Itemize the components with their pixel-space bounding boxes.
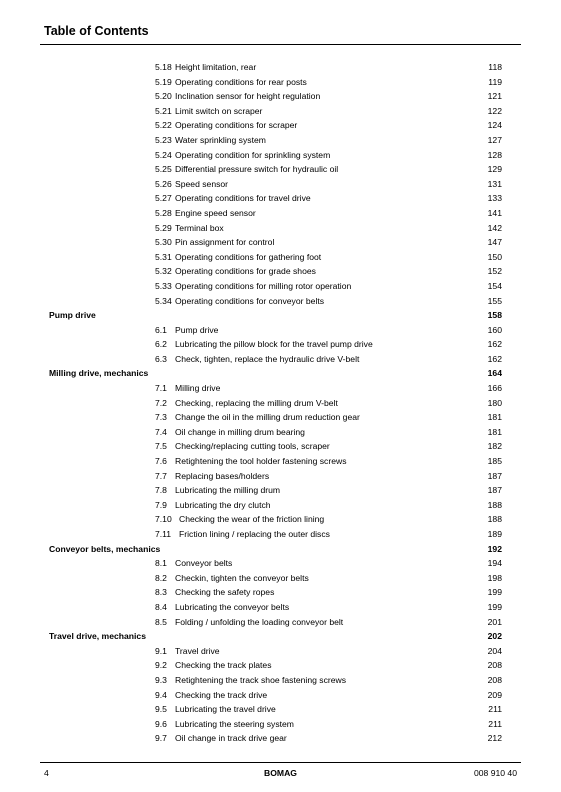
toc-entry-number: 5.32 [155,266,172,277]
toc-section-row[interactable] [0,366,561,381]
toc-entry-row[interactable] [0,104,561,119]
toc-page-number: 188 [487,499,502,510]
toc-entry-row[interactable] [0,527,561,542]
toc-entry-label: Height limitation, rear [175,62,257,72]
toc-entry-label: Operating conditions for conveyor belts [175,295,325,306]
toc-entry-number: 9.5 [155,704,167,715]
toc-entry-label: Folding / unfolding the loading conveyor belt [175,616,344,627]
toc-entry-row[interactable] [0,512,561,527]
toc-entry-number: 9.4 [155,689,167,700]
toc-entry-label: Oil change in track drive gear [175,733,287,744]
toc-entry-row[interactable] [0,250,561,265]
toc-page-number: 192 [487,543,502,554]
toc-entry-label: Operating conditions for travel drive [175,193,311,204]
page-title: Table of Contents [44,24,149,38]
toc-page-number: 160 [487,324,502,335]
toc-page-number: 198 [487,572,502,583]
toc-entry-number: 7.3 [155,412,167,423]
toc-page-number: 119 [488,76,502,87]
toc-page-number: 181 [487,412,502,423]
toc-entry-number: 8.1 [155,558,167,569]
toc-page-number: 185 [487,456,502,467]
toc-page-number: 121 [487,91,502,102]
toc-page-number: 118 [488,62,502,72]
toc-entry-row[interactable] [0,294,561,309]
toc-entry-label: Check, tighten, replace the hydraulic drive V-belt [175,353,360,364]
toc-entry-number: 7.1 [155,383,167,394]
toc-entry-label: Friction lining / replacing the outer discs [179,529,330,539]
toc-page-number: 129 [487,164,502,175]
toc-entry-row[interactable] [0,410,561,425]
toc-page-number: 155 [487,295,502,306]
toc-entry-row[interactable] [0,133,561,148]
toc-entry-number: 7.8 [155,485,167,496]
toc-entry-number: 6.2 [155,339,167,350]
toc-section-row[interactable] [0,542,561,557]
toc-page-number: 152 [487,266,502,277]
toc-entry-label: Replacing bases/holders [175,470,270,481]
toc-page-number: 201 [487,616,502,627]
toc-entry-number: 8.5 [155,616,167,627]
toc-entry-row[interactable] [0,323,561,338]
toc-page-number: 147 [487,237,502,248]
toc-page-number: 142 [487,222,502,233]
toc-entry-row[interactable] [0,396,561,411]
toc-entry-number: 7.4 [155,426,167,437]
toc-entry-number: 5.23 [155,134,172,145]
toc-entry-row[interactable] [0,688,561,703]
toc-entry-label: Limit switch on scraper [175,105,263,116]
toc-entry-row[interactable] [0,571,561,586]
toc-page-number: 166 [487,383,502,394]
toc-entry-label: Operating conditions for rear posts [175,76,307,87]
toc-page-number: 208 [487,660,502,671]
toc-page-number: 187 [487,470,502,481]
toc-entry-label: Engine speed sensor [175,207,256,218]
toc-entry-label: Checking the track drive [175,689,268,700]
footer-page-number: 4 [44,768,49,778]
toc-entry-label: Operating conditions for gathering foot [175,251,322,262]
toc-entry-number: 5.29 [155,222,172,233]
toc-page-number: 208 [487,674,502,685]
toc-entry-number: 5.33 [155,280,172,291]
toc-entry-row[interactable] [0,673,561,688]
toc-page-number: 212 [487,733,502,744]
toc-page-number: 189 [487,529,502,539]
toc-entry-row[interactable] [0,600,561,615]
toc-page-number: 211 [488,704,502,715]
toc-entry-label: Change the oil in the milling drum reduction gear [175,412,360,423]
toc-entry-number: 7.5 [155,441,167,452]
toc-entry-number: 5.27 [155,193,172,204]
toc-page-number: 164 [487,368,502,379]
toc-entry-number: 5.25 [155,164,172,175]
toc-entry-number: 7.2 [155,397,167,408]
footer-brand: BOMAG [264,768,297,778]
toc-entry-row[interactable] [0,118,561,133]
toc-entry-label: Lubricating the pillow block for the travel pump drive [175,339,373,350]
toc-entry-number: 5.18 [155,62,172,72]
toc-entry-number: 7.11 [155,529,172,539]
toc-entry-row[interactable] [0,352,561,367]
toc-entry-number: 9.7 [155,733,167,744]
toc-entry-number: 5.34 [155,295,172,306]
toc-page-number: 162 [487,339,502,350]
toc-entry-row[interactable] [0,658,561,673]
toc-entry-number: 5.31 [155,251,172,262]
toc-entry-number: 9.2 [155,660,167,671]
toc-entry-row[interactable] [0,439,561,454]
toc-entry-label: Water sprinkling system [175,134,266,145]
toc-entry-row[interactable] [0,221,561,236]
toc-entry-label: Operating condition for sprinkling system [175,149,331,160]
toc-entry-label: Pump drive [175,324,219,335]
toc-entry-row[interactable] [0,279,561,294]
toc-entry-row[interactable] [0,702,561,717]
toc-entry-row[interactable] [0,644,561,659]
toc-entry-label: Pin assignment for control [175,237,275,248]
toc-entry-label: Lubricating the steering system [175,718,294,729]
toc-entry-label: Differential pressure switch for hydraulic oil [175,164,339,175]
title-rule [40,44,521,45]
toc-page-number: 211 [488,718,502,729]
toc-entry-row[interactable] [0,148,561,163]
toc-entry-number: 8.3 [155,587,167,598]
toc-section-title: Travel drive, mechanics [49,631,146,642]
toc-entry-number: 7.10 [155,514,172,525]
toc-entry-number: 7.7 [155,470,167,481]
toc-entry-number: 9.3 [155,674,167,685]
toc-page-number: 204 [487,645,502,656]
toc-entry-row[interactable] [0,206,561,221]
toc-entry-row[interactable] [0,381,561,396]
toc-entry-number: 5.28 [155,207,172,218]
toc-entry-label: Retightening the tool holder fastening screws [175,456,347,467]
toc-page-number: 141 [487,207,502,218]
toc-section-row[interactable] [0,308,561,323]
toc-entry-number: 5.20 [155,91,172,102]
toc-page-number: 122 [487,105,502,116]
toc-entry-label: Operating conditions for grade shoes [175,266,316,277]
toc-entry-label: Checking the track plates [175,660,272,671]
toc-entry-label: Checking the safety ropes [175,587,275,598]
toc-entry-row[interactable] [0,454,561,469]
toc-entry-label: Inclination sensor for height regulation [175,91,321,102]
toc-page-number: 180 [487,397,502,408]
toc-page-number: 158 [487,310,502,321]
toc-entry-number: 6.3 [155,353,167,364]
toc-entry-label: Conveyor belts [175,558,233,569]
toc-entry-label: Checking/replacing cutting tools, scraper [175,441,330,452]
toc-page-number: 181 [487,426,502,437]
toc-entry-label: Checkin, tighten the conveyor belts [175,572,309,583]
toc-entry-row[interactable] [0,483,561,498]
toc-entry-row[interactable] [0,615,561,630]
toc-page-number: 199 [487,587,502,598]
toc-entry-row[interactable] [0,235,561,250]
toc-entry-number: 8.4 [155,601,167,612]
footer-rule [40,762,521,763]
toc-entry-row[interactable] [0,191,561,206]
toc-entry-row[interactable] [0,177,561,192]
toc-page-number: 124 [487,120,502,131]
toc-page-number: 199 [487,601,502,612]
toc-entry-number: 8.2 [155,572,167,583]
toc-entry-label: Terminal box [175,222,224,233]
toc-entry-number: 7.6 [155,456,167,467]
toc-entry-row[interactable] [0,162,561,177]
toc-entry-row[interactable] [0,469,561,484]
toc-section-title: Pump drive [49,310,96,321]
toc-entry-label: Operating conditions for scraper [175,120,298,131]
toc-entry-number: 5.22 [155,120,172,131]
toc-page-number: 162 [487,353,502,364]
toc-page-number: 187 [487,485,502,496]
toc-page-number: 154 [487,280,502,291]
toc-entry-label: Lubricating the dry clutch [175,499,271,510]
toc-entry-row[interactable] [0,60,561,75]
toc-entry-label: Operating conditions for milling rotor operation [175,280,352,291]
toc-entry-label: Checking, replacing the milling drum V-belt [175,397,338,408]
footer-doc-number: 008 910 40 [473,768,517,778]
toc-entry-number: 6.1 [155,324,167,335]
table-of-contents [0,60,561,746]
toc-entry-number: 9.1 [155,645,167,656]
toc-page-number: 182 [487,441,502,452]
toc-entry-row[interactable] [0,264,561,279]
toc-entry-label: Milling drive [175,383,221,394]
toc-page-number: 202 [487,631,502,642]
toc-entry-label: Retightening the track shoe fastening screws [175,674,347,685]
toc-entry-row[interactable] [0,585,561,600]
toc-entry-number: 5.19 [155,76,172,87]
toc-entry-row[interactable] [0,75,561,90]
toc-section-row[interactable] [0,629,561,644]
toc-page-number: 188 [487,514,502,525]
toc-entry-label: Speed sensor [175,178,229,189]
toc-page-number: 128 [487,149,502,160]
toc-entry-number: 5.26 [155,178,172,189]
toc-entry-number: 5.21 [155,105,172,116]
toc-page-number: 194 [487,558,502,569]
toc-entry-number: 5.24 [155,149,172,160]
toc-entry-label: Lubricating the conveyor belts [175,601,290,612]
toc-entry-label: Lubricating the travel drive [175,704,276,715]
toc-entry-row[interactable] [0,337,561,352]
toc-entry-number: 7.9 [155,499,167,510]
toc-entry-label: Travel drive [175,645,220,656]
toc-section-title: Milling drive, mechanics [49,368,149,379]
toc-entry-label: Oil change in milling drum bearing [175,426,305,437]
toc-entry-row[interactable] [0,425,561,440]
toc-entry-label: Checking the wear of the friction lining [179,514,325,525]
toc-section-title: Conveyor belts, mechanics [49,543,161,554]
toc-entry-number: 9.6 [155,718,167,729]
toc-entry-row[interactable] [0,556,561,571]
toc-page-number: 150 [487,251,502,262]
toc-entry-row[interactable] [0,717,561,732]
toc-entry-row[interactable] [0,89,561,104]
toc-entry-row[interactable] [0,731,561,746]
toc-entry-number: 5.30 [155,237,172,248]
toc-entry-row[interactable] [0,498,561,513]
toc-page-number: 131 [487,178,502,189]
toc-page-number: 133 [487,193,502,204]
toc-entry-label: Lubricating the milling drum [175,485,281,496]
toc-page-number: 127 [487,134,502,145]
toc-page-number: 209 [487,689,502,700]
